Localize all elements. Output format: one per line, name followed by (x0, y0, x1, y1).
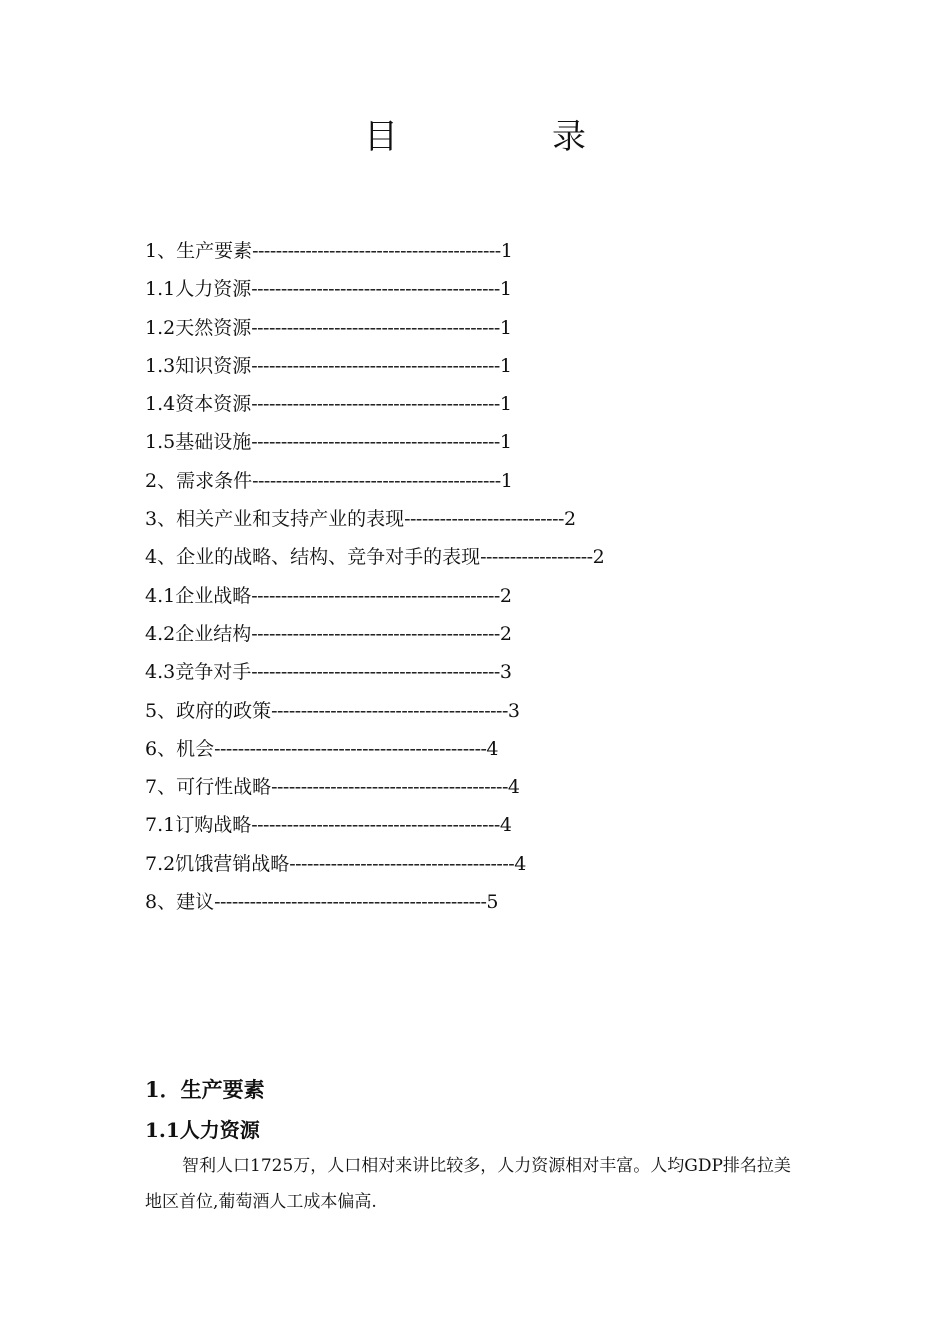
toc-entry-page-number: 2 (592, 546, 605, 569)
toc-entry-leader: ---------------------------------------- (271, 776, 508, 799)
toc-entry-leader: ------------------------------------------ (251, 278, 500, 301)
toc-entry[interactable] (145, 730, 785, 768)
toc-entry-leader: ---------------------------------------------- (214, 737, 487, 760)
toc-entry-leader: ---------------------------------------- (271, 699, 508, 722)
toc-entry-label: 4.3竞争对手 (145, 661, 252, 684)
toc-entry-leader: --------------------------- (404, 508, 564, 531)
toc-entry-leader: -------------------------------------- (289, 852, 515, 875)
toc-entry-label: 1.1人力资源 (145, 278, 252, 301)
toc-entry-page-number: 2 (499, 584, 512, 607)
toc-entry-page-number: 4 (507, 776, 520, 799)
toc-entry-page-number: 4 (499, 814, 512, 837)
toc-entry[interactable] (145, 692, 785, 730)
table-of-contents (145, 232, 785, 921)
toc-entry-label: 6、机会 (145, 737, 215, 760)
body-paragraph: 智利人口1725万，人口相对来讲比较多，人力资源相对丰富。人均GDP排名拉美地区首位,葡萄酒人工成本偏高. (145, 1156, 791, 1212)
toc-entry-page-number: 1 (500, 240, 513, 262)
toc-entry[interactable] (145, 768, 785, 806)
toc-entry-leader: ------------------------------------------ (252, 240, 501, 262)
toc-entry-label: 1.3知识资源 (145, 354, 252, 377)
toc-entry[interactable] (145, 500, 785, 538)
toc-entry-label: 7.1订购战略 (145, 814, 252, 837)
toc-entry-page-number: 2 (499, 622, 512, 645)
toc-entry-label: 8、建议 (145, 891, 215, 914)
toc-title: 目 录 (364, 117, 646, 157)
subsection-heading: 1.1人力资源 (145, 1118, 260, 1142)
toc-entry-label: 1、生产要素 (145, 240, 253, 262)
toc-entry-page-number: 4 (486, 737, 499, 760)
toc-entry-label: 3、相关产业和支持产业的表现 (145, 508, 405, 531)
toc-entry[interactable] (145, 309, 785, 347)
toc-entry-label: 5、政府的政策 (145, 699, 272, 722)
toc-entry-leader: ------------------------------------------ (251, 316, 500, 339)
section-heading: 1．生产要素 (145, 1077, 265, 1102)
toc-entry-label: 7.2饥饿营销战略 (145, 852, 290, 875)
toc-entry-leader: ------------------------------------------ (251, 393, 500, 416)
toc-entry-label: 1.2天然资源 (145, 316, 252, 339)
toc-entry[interactable] (145, 615, 785, 653)
toc-entry[interactable] (145, 385, 785, 423)
toc-entry-label: 1.4资本资源 (145, 393, 252, 416)
toc-entry-page-number: 4 (514, 852, 527, 875)
toc-entry[interactable] (145, 423, 785, 461)
toc-entry-page-number: 1 (500, 469, 513, 492)
toc-entry-page-number: 3 (507, 699, 520, 722)
toc-entry-leader: ------------------------------------------ (251, 814, 500, 837)
toc-entry-leader: ------------------------------------------ (251, 354, 500, 377)
toc-entry[interactable] (145, 232, 785, 270)
toc-entry-page-number: 1 (499, 316, 512, 339)
toc-entry-leader: ------------------------------------------ (251, 661, 500, 684)
toc-entry[interactable] (145, 883, 785, 921)
toc-entry-label: 4.2企业结构 (145, 622, 252, 645)
toc-entry-page-number: 5 (486, 891, 499, 914)
toc-entry-leader: ------------------------------------------ (252, 469, 501, 492)
toc-entry-leader: ---------------------------------------------- (214, 891, 487, 914)
toc-entry[interactable] (145, 806, 785, 844)
toc-entry[interactable] (145, 347, 785, 385)
toc-entry[interactable] (145, 538, 785, 576)
toc-entry-label: 1.5基础设施 (145, 431, 252, 454)
toc-entry[interactable] (145, 462, 785, 500)
toc-entry-leader: ------------------- (480, 546, 593, 569)
toc-entry-label: 4.1企业战略 (145, 584, 252, 607)
toc-entry-label: 2、需求条件 (145, 469, 253, 492)
toc-entry-page-number: 1 (499, 393, 512, 416)
toc-entry-page-number: 2 (563, 508, 577, 531)
toc-entry[interactable] (145, 653, 785, 691)
toc-entry-page-number: 1 (499, 431, 512, 454)
toc-entry-leader: ------------------------------------------ (251, 622, 500, 645)
toc-entry-leader: ------------------------------------------ (251, 584, 500, 607)
toc-entry-page-number: 1 (499, 278, 512, 301)
toc-entry-leader: ------------------------------------------ (251, 431, 500, 454)
toc-entry-page-number: 3 (499, 661, 512, 684)
toc-entry-label: 4、企业的战略、结构、竞争对手的表现 (145, 546, 481, 569)
toc-entry[interactable] (145, 577, 785, 615)
toc-entry[interactable] (145, 845, 785, 883)
toc-entry-page-number: 1 (499, 354, 512, 377)
toc-entry-label: 7、可行性战略 (145, 776, 272, 799)
toc-entry[interactable] (145, 270, 785, 308)
